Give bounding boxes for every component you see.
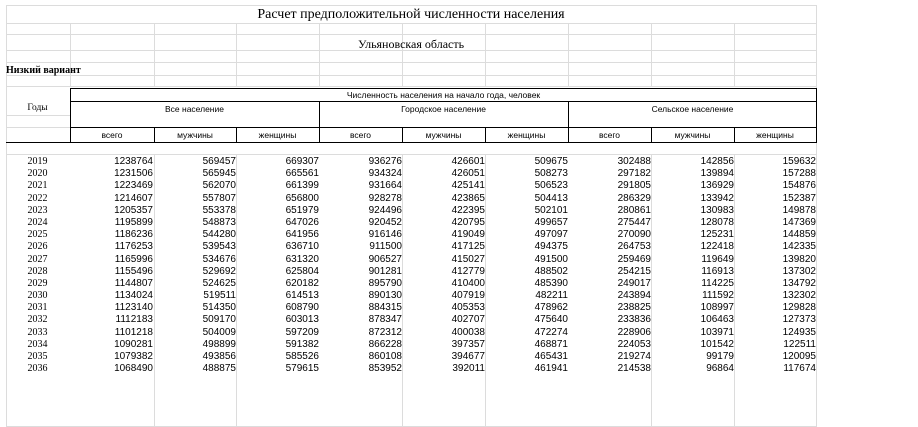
- value-cell: 579615: [285, 363, 319, 375]
- value-cell: 124935: [782, 326, 816, 338]
- value-cell: 394677: [451, 351, 485, 362]
- value-cell: 916146: [368, 229, 402, 241]
- value-cell: 514350: [202, 302, 236, 314]
- year-cell: 2029: [27, 277, 48, 289]
- year-cell: 2035: [27, 351, 48, 362]
- value-cell: 259469: [617, 253, 651, 265]
- grid-line: [154, 23, 155, 86]
- year-cell: 2033: [27, 326, 48, 338]
- value-cell: 853952: [368, 363, 402, 375]
- value-cell: 402707: [451, 314, 485, 326]
- value-cell: 392011: [452, 363, 485, 375]
- value-cell: 1231506: [114, 168, 153, 180]
- grid-line: [651, 154, 652, 427]
- value-cell: 608790: [285, 302, 319, 314]
- grid-line: [6, 86, 816, 87]
- value-cell: 1214607: [114, 192, 153, 204]
- value-cell: 400038: [451, 326, 485, 338]
- grid-line: [6, 34, 816, 35]
- region-name: Ульяновская область: [357, 37, 465, 51]
- value-cell: 122511: [783, 338, 816, 350]
- value-cell: 539543: [202, 241, 236, 253]
- value-cell: 866228: [368, 338, 402, 350]
- value-cell: 128078: [700, 216, 734, 228]
- value-cell: 860108: [368, 351, 402, 362]
- header-border: [70, 127, 817, 128]
- value-cell: 420795: [451, 216, 485, 228]
- value-cell: 120095: [782, 351, 816, 362]
- value-cell: 504413: [534, 192, 568, 204]
- value-cell: 669307: [285, 156, 319, 167]
- value-cell: 1068490: [114, 363, 153, 375]
- value-cell: 270090: [617, 229, 651, 241]
- value-cell: 509170: [202, 314, 236, 326]
- value-cell: 116913: [701, 265, 734, 277]
- value-cell: 405353: [451, 302, 485, 314]
- year-cell: 2036: [27, 363, 48, 375]
- value-cell: 901281: [368, 265, 402, 277]
- value-cell: 125231: [700, 229, 734, 241]
- value-cell: 1238764: [114, 156, 153, 167]
- value-cell: 625804: [285, 265, 319, 277]
- value-cell: 297182: [617, 168, 651, 180]
- value-cell: 397357: [451, 338, 485, 350]
- subheader-urban-men: мужчины: [425, 130, 462, 140]
- grid-line: [651, 23, 652, 86]
- value-cell: 117674: [783, 363, 816, 375]
- value-cell: 119649: [701, 253, 734, 265]
- value-cell: 647026: [285, 216, 319, 228]
- grid-line: [6, 115, 70, 116]
- subheader-all-women: женщины: [258, 130, 297, 140]
- value-cell: 233836: [617, 314, 651, 326]
- value-cell: 144859: [782, 229, 816, 241]
- value-cell: 872312: [368, 326, 402, 338]
- value-cell: 1134024: [114, 290, 153, 302]
- subheader-rural-total: всего: [598, 130, 621, 140]
- value-cell: 1186236: [114, 229, 153, 241]
- value-cell: 472274: [534, 326, 568, 338]
- value-cell: 103971: [700, 326, 734, 338]
- value-cell: 219274: [617, 351, 651, 362]
- value-cell: 114225: [701, 277, 734, 289]
- value-cell: 641956: [285, 229, 319, 241]
- subheader-urban-total: всего: [349, 130, 372, 140]
- value-cell: 928278: [368, 192, 402, 204]
- subheader-urban-women: женщины: [507, 130, 546, 140]
- grid-line: [485, 154, 486, 427]
- value-cell: 426601: [451, 156, 485, 167]
- year-cell: 2020: [27, 168, 48, 180]
- value-cell: 895790: [368, 277, 402, 289]
- value-cell: 243894: [617, 290, 651, 302]
- value-cell: 142335: [782, 241, 816, 253]
- value-cell: 228906: [617, 326, 651, 338]
- value-cell: 499657: [534, 216, 568, 228]
- value-cell: 614513: [285, 290, 319, 302]
- value-cell: 426051: [451, 168, 485, 180]
- value-cell: 132302: [782, 290, 816, 302]
- value-cell: 264753: [617, 241, 651, 253]
- value-cell: 275447: [617, 216, 651, 228]
- grid-line: [485, 23, 486, 86]
- value-cell: 665561: [285, 168, 319, 180]
- value-cell: 106463: [700, 314, 734, 326]
- value-cell: 1176253: [114, 241, 153, 253]
- grid-line: [154, 154, 155, 427]
- grid-line: [6, 127, 70, 128]
- value-cell: 636710: [285, 241, 319, 253]
- value-cell: 410400: [451, 277, 485, 289]
- value-cell: 519511: [203, 290, 236, 302]
- value-cell: 214538: [617, 363, 651, 375]
- value-cell: 412779: [451, 265, 485, 277]
- subheader-rural-women: женщины: [756, 130, 794, 140]
- value-cell: 465431: [534, 351, 568, 362]
- value-cell: 656800: [285, 192, 319, 204]
- years-header: Годы: [27, 103, 48, 113]
- year-cell: 2030: [27, 290, 48, 302]
- value-cell: 482211: [535, 290, 568, 302]
- value-cell: 597209: [285, 326, 319, 338]
- year-cell: 2024: [27, 216, 48, 228]
- value-cell: 423865: [451, 192, 485, 204]
- value-cell: 137302: [782, 265, 816, 277]
- value-cell: 415027: [451, 253, 485, 265]
- value-cell: 1112183: [115, 314, 153, 326]
- value-cell: 603013: [285, 314, 319, 326]
- group-header-all: Все население: [165, 104, 224, 114]
- grid-line: [734, 154, 735, 427]
- value-cell: 425141: [451, 180, 485, 192]
- value-cell: 651979: [285, 204, 319, 216]
- value-cell: 1195899: [114, 216, 153, 228]
- value-cell: 493856: [202, 351, 236, 362]
- value-cell: 494375: [534, 241, 568, 253]
- value-cell: 544280: [202, 229, 236, 241]
- value-cell: 142856: [700, 156, 734, 167]
- value-cell: 934324: [368, 168, 402, 180]
- subheader-all-men: мужчины: [177, 130, 213, 140]
- grid-line: [6, 75, 816, 76]
- year-cell: 2025: [27, 229, 48, 241]
- population-header: Численность населения на начало года, человек: [346, 90, 541, 100]
- value-cell: 1165996: [114, 253, 153, 265]
- header-border: [70, 101, 817, 102]
- value-cell: 111592: [702, 290, 734, 302]
- header-border: [70, 142, 817, 143]
- value-cell: 488502: [534, 265, 568, 277]
- value-cell: 504009: [202, 326, 236, 338]
- value-cell: 906527: [368, 253, 402, 265]
- value-cell: 548873: [202, 216, 236, 228]
- value-cell: 1090281: [114, 338, 153, 350]
- value-cell: 101542: [700, 338, 734, 350]
- value-cell: 534676: [202, 253, 236, 265]
- group-header-rural: Сельское население: [651, 104, 734, 114]
- value-cell: 249017: [617, 277, 651, 289]
- value-cell: 291805: [617, 180, 651, 192]
- variant-label: Низкий вариант: [6, 65, 81, 76]
- value-cell: 553378: [202, 204, 236, 216]
- value-cell: 407919: [451, 290, 485, 302]
- value-cell: 1205357: [114, 204, 153, 216]
- value-cell: 1144807: [114, 277, 153, 289]
- value-cell: 878347: [368, 314, 402, 326]
- subheader-rural-men: мужчины: [674, 130, 711, 140]
- header-border: [70, 88, 817, 89]
- value-cell: 502101: [534, 204, 568, 216]
- value-cell: 122418: [700, 241, 734, 253]
- grid-line: [6, 5, 816, 6]
- grid-line: [236, 23, 237, 86]
- year-cell: 2034: [27, 338, 48, 350]
- value-cell: 127373: [782, 314, 816, 326]
- year-cell: 2032: [27, 314, 48, 326]
- value-cell: 931664: [368, 180, 402, 192]
- value-cell: 491500: [534, 253, 568, 265]
- year-cell: 2021: [27, 180, 48, 192]
- value-cell: 497097: [534, 229, 568, 241]
- year-cell: 2027: [27, 253, 48, 265]
- value-cell: 631320: [285, 253, 319, 265]
- value-cell: 147369: [782, 216, 816, 228]
- value-cell: 1079382: [114, 351, 153, 362]
- value-cell: 1155496: [114, 265, 153, 277]
- grid-line: [236, 154, 237, 427]
- subheader-all-total: всего: [101, 130, 123, 140]
- value-cell: 254215: [617, 265, 651, 277]
- value-cell: 529692: [202, 265, 236, 277]
- grid-line: [734, 23, 735, 86]
- value-cell: 475640: [534, 314, 568, 326]
- value-cell: 130983: [700, 204, 734, 216]
- value-cell: 924496: [368, 204, 402, 216]
- value-cell: 488875: [202, 363, 236, 375]
- year-cell: 2022: [27, 192, 48, 204]
- value-cell: 417125: [451, 241, 485, 253]
- value-cell: 134792: [782, 277, 816, 289]
- grid-line: [319, 23, 320, 86]
- value-cell: 911500: [369, 241, 402, 253]
- value-cell: 129828: [782, 302, 816, 314]
- value-cell: 280861: [617, 204, 651, 216]
- year-cell: 2031: [27, 302, 48, 314]
- value-cell: 661399: [285, 180, 319, 192]
- value-cell: 509675: [534, 156, 568, 167]
- value-cell: 461941: [534, 363, 568, 375]
- value-cell: 1123140: [114, 302, 153, 314]
- grid-line: [402, 154, 403, 427]
- value-cell: 422395: [451, 204, 485, 216]
- value-cell: 585526: [285, 351, 319, 362]
- value-cell: 139894: [700, 168, 734, 180]
- page-title: Расчет предположительной численности населения: [257, 7, 565, 22]
- value-cell: 478962: [534, 302, 568, 314]
- value-cell: 152387: [782, 192, 816, 204]
- value-cell: 157288: [782, 168, 816, 180]
- grid-line: [568, 23, 569, 86]
- value-cell: 565945: [202, 168, 236, 180]
- grid-line: [402, 23, 403, 86]
- value-cell: 286329: [617, 192, 651, 204]
- value-cell: 96864: [706, 363, 734, 375]
- value-cell: 524625: [202, 277, 236, 289]
- value-cell: 562070: [202, 180, 236, 192]
- value-cell: 936276: [368, 156, 402, 167]
- value-cell: 569457: [202, 156, 236, 167]
- value-cell: 1223469: [114, 180, 153, 192]
- value-cell: 238825: [617, 302, 651, 314]
- value-cell: 468871: [534, 338, 568, 350]
- value-cell: 920452: [368, 216, 402, 228]
- header-border: [6, 142, 70, 143]
- value-cell: 108997: [700, 302, 734, 314]
- value-cell: 890130: [368, 290, 402, 302]
- value-cell: 133942: [700, 192, 734, 204]
- value-cell: 591382: [285, 338, 319, 350]
- year-cell: 2019: [27, 156, 48, 167]
- value-cell: 508273: [534, 168, 568, 180]
- value-cell: 506523: [534, 180, 568, 192]
- value-cell: 149878: [782, 204, 816, 216]
- value-cell: 884315: [368, 302, 402, 314]
- value-cell: 485390: [534, 277, 568, 289]
- value-cell: 620182: [285, 277, 319, 289]
- year-cell: 2026: [27, 241, 48, 253]
- value-cell: 302488: [617, 156, 651, 167]
- year-cell: 2023: [27, 204, 48, 216]
- value-cell: 99179: [706, 351, 734, 362]
- value-cell: 1101218: [114, 326, 153, 338]
- year-cell: 2028: [27, 265, 48, 277]
- value-cell: 224053: [617, 338, 651, 350]
- grid-line: [816, 5, 817, 427]
- value-cell: 139820: [782, 253, 816, 265]
- grid-line: [6, 154, 816, 155]
- value-cell: 136929: [700, 180, 734, 192]
- value-cell: 419049: [451, 229, 485, 241]
- group-header-urban: Городское население: [401, 104, 486, 114]
- value-cell: 154876: [782, 180, 816, 192]
- value-cell: 159632: [782, 156, 816, 167]
- grid-line: [6, 62, 816, 63]
- value-cell: 557807: [202, 192, 236, 204]
- value-cell: 498899: [202, 338, 236, 350]
